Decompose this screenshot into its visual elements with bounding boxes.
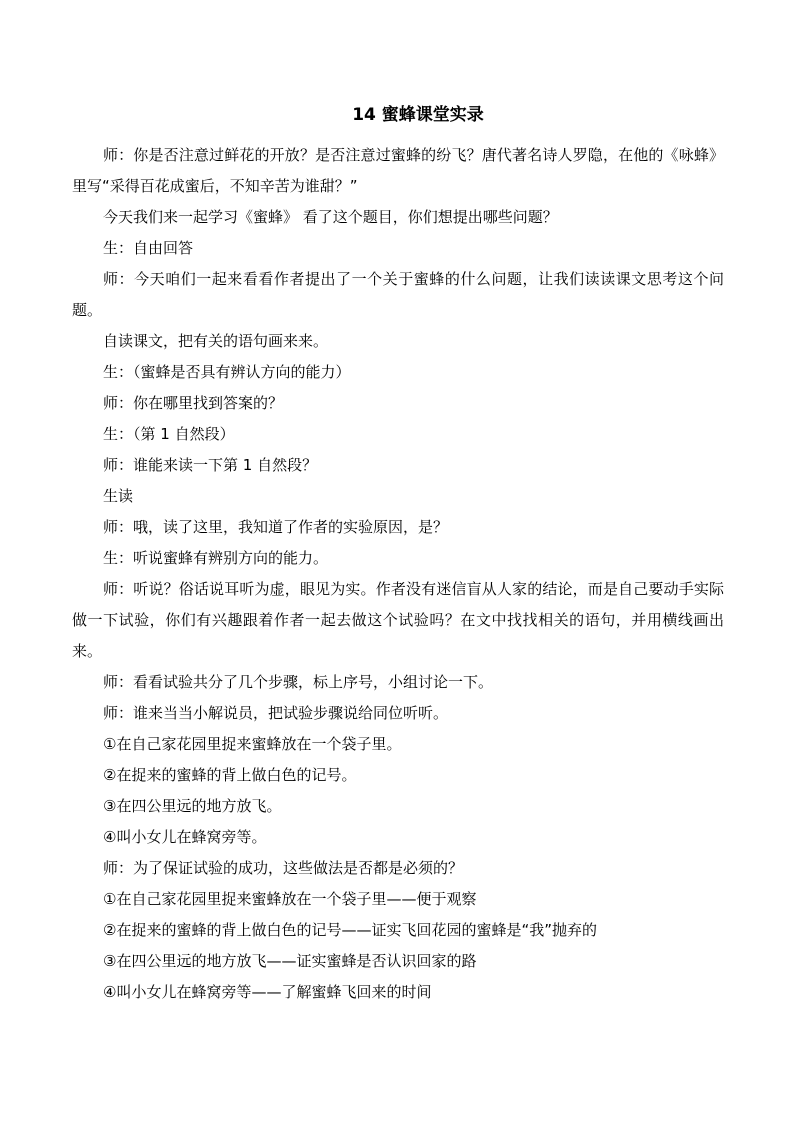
paragraph: 师：今天咱们一起来看看作者提出了一个关于蜜蜂的什么问题，让我们读读课文思考这个问题。 <box>72 270 724 319</box>
paragraph: ④叫小女儿在蜂窝旁等。 <box>103 828 267 846</box>
paragraph: ②在捉来的蜜蜂的背上做白色的记号——证实飞回花园的蜜蜂是“我”抛弃的 <box>103 921 597 939</box>
paragraph: ①在自己家花园里捉来蜜蜂放在一个袋子里——便于观察 <box>103 890 477 908</box>
paragraph: 生：（蜜蜂是否具有辨认方向的能力） <box>103 363 351 381</box>
paragraph: 生：（第 1 自然段） <box>103 425 235 443</box>
paragraph: ④叫小女儿在蜂窝旁等——了解蜜蜂飞回来的时间 <box>103 983 432 1001</box>
paragraph: 自读课文，把有关的语句画来来。 <box>103 332 329 350</box>
paragraph: 今天我们来一起学习《蜜蜂》 看了这个题目，你们想提出哪些问题？ <box>103 208 558 226</box>
paragraph: 师：听说？俗话说耳听为虚，眼见为实。作者没有迷信盲从人家的结论，而是自己要动手实际做一下试验，你们有兴趣跟着作者一起去做这个试验吗？在文中找找相关的语句，并用横线画出来。 <box>72 580 724 660</box>
paragraph: ③在四公里远的地方放飞——证实蜜蜂是否认识回家的路 <box>103 952 477 970</box>
paragraph: ②在捉来的蜜蜂的背上做白色的记号。 <box>103 766 357 784</box>
paragraph: 师：看看试验共分了几个步骤，标上序号，小组讨论一下。 <box>103 673 494 691</box>
paragraph: 生：听说蜜蜂有辨别方向的能力。 <box>103 549 329 567</box>
paragraph: 师：谁来当当小解说员，把试验步骤说给同位听听。 <box>103 704 449 722</box>
document-body <box>72 140 724 1008</box>
paragraph: 师：你是否注意过鲜花的开放？是否注意过蜜蜂的纷飞？唐代著名诗人罗隐，在他的《咏蜂》里写“采得百花成蜜后，不知辛苦为谁甜？” <box>72 146 724 195</box>
paragraph: 生读 <box>103 487 134 505</box>
paragraph: 师：为了保证试验的成功，这些做法是否都是必须的？ <box>103 859 464 877</box>
page-title: 14 蜜蜂课堂实录 <box>352 105 484 125</box>
paragraph: ③在四公里远的地方放飞。 <box>103 797 282 815</box>
paragraph: ①在自己家花园里捉来蜜蜂放在一个袋子里。 <box>103 735 402 753</box>
paragraph: 师：谁能来读一下第 1 自然段？ <box>103 456 318 474</box>
paragraph: 生：自由回答 <box>103 239 194 257</box>
paragraph: 师：哦，读了这里，我知道了作者的实验原因，是？ <box>103 518 449 536</box>
paragraph: 师：你在哪里找到答案的？ <box>103 394 284 412</box>
